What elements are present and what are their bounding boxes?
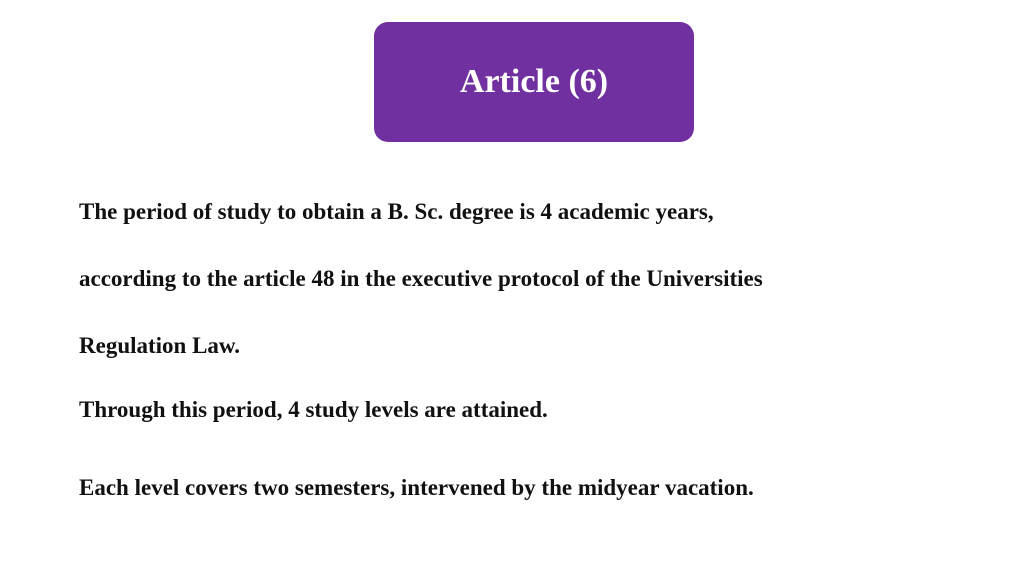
paragraph-line: Regulation Law. xyxy=(79,333,241,358)
title-banner xyxy=(374,22,694,142)
paragraph-study-period xyxy=(79,178,939,379)
slide-body xyxy=(79,178,979,500)
slide-title: Article (6) xyxy=(459,63,609,100)
paragraph-study-levels: Through this period, 4 study levels are attained. xyxy=(79,397,548,422)
paragraph-semesters: Each level covers two semesters, intervened by the midyear vacation. xyxy=(79,475,754,500)
paragraph-line: The period of study to obtain a B. Sc. degree is 4 academic years, xyxy=(79,199,714,224)
paragraph-line: according to the article 48 in the executive protocol of the Universities xyxy=(79,266,763,291)
